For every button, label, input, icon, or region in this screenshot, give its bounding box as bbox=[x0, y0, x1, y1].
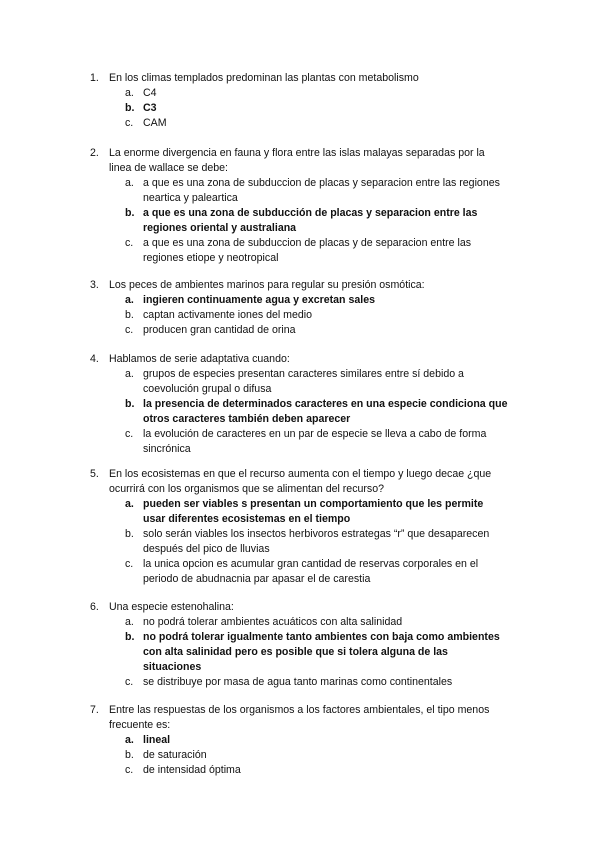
question-number: 1. bbox=[90, 72, 99, 84]
question-text: linea de wallace se debe: bbox=[109, 162, 228, 174]
question-text: Los peces de ambientes marinos para regular su presión osmótica: bbox=[109, 279, 425, 291]
option-text: grupos de especies presentan caracteres similares entre sí debido a bbox=[143, 368, 464, 380]
option-text: C4 bbox=[143, 87, 157, 99]
question-number: 4. bbox=[90, 353, 99, 365]
option-letter: c. bbox=[125, 237, 134, 249]
question-text: Hablamos de serie adaptativa cuando: bbox=[109, 353, 290, 365]
option-letter: b. bbox=[125, 528, 134, 540]
option-text: la evolución de caracteres en un par de especie se lleva a cabo de forma bbox=[143, 428, 487, 440]
option-letter: b. bbox=[125, 309, 134, 321]
option-text-correct: a que es una zona de subducción de placas y separacion entre las bbox=[143, 207, 478, 219]
option-text-correct: la presencia de determinados caracteres en una especie condiciona que bbox=[143, 398, 508, 410]
option-letter: a. bbox=[125, 294, 134, 306]
option-letter: c. bbox=[125, 117, 134, 129]
option-letter: c. bbox=[125, 324, 134, 336]
option-text: periodo de abudnacnia par apasar el de carestia bbox=[143, 573, 371, 585]
option-text: sincrónica bbox=[143, 443, 191, 455]
question-number: 3. bbox=[90, 279, 99, 291]
option-letter: a. bbox=[125, 734, 134, 746]
question-number: 7. bbox=[90, 704, 99, 716]
option-text: regiones etiope y neotropical bbox=[143, 252, 279, 264]
option-letter: b. bbox=[125, 749, 134, 761]
option-text-correct: lineal bbox=[143, 734, 171, 746]
option-text-correct: regiones oriental y australiana bbox=[143, 222, 297, 234]
option-text: CAM bbox=[143, 117, 167, 129]
option-text: a que es una zona de subduccion de placas y separacion entre las regiones bbox=[143, 177, 500, 189]
option-text: no podrá tolerar ambientes acuáticos con alta salinidad bbox=[143, 616, 403, 628]
option-text-correct: ingieren continuamente agua y excretan sales bbox=[143, 294, 375, 306]
option-text: de saturación bbox=[143, 749, 207, 761]
option-text: a que es una zona de subduccion de placas y de separacion entre las bbox=[143, 237, 472, 249]
option-letter: c. bbox=[125, 676, 134, 688]
question-number: 6. bbox=[90, 601, 99, 613]
option-text: producen gran cantidad de orina bbox=[143, 324, 296, 336]
option-letter: a. bbox=[125, 177, 134, 189]
option-letter: a. bbox=[125, 87, 134, 99]
option-text-correct: situaciones bbox=[143, 661, 202, 673]
option-text: captan activamente iones del medio bbox=[143, 309, 313, 321]
option-text: coevolución grupal o difusa bbox=[143, 383, 272, 395]
option-text: de intensidad óptima bbox=[143, 764, 241, 776]
option-text: neartica y paleartica bbox=[143, 192, 238, 204]
option-text-correct: con alta salinidad pero es posible que si tolera alguna de las bbox=[143, 646, 448, 658]
option-text-correct: C3 bbox=[143, 102, 157, 114]
question-text: Una especie estenohalina: bbox=[109, 601, 234, 613]
question-text: La enorme divergencia en fauna y flora entre las islas malayas separadas por la bbox=[109, 147, 485, 159]
question-text: Entre las respuestas de los organismos a los factores ambientales, el tipo menos bbox=[109, 704, 490, 716]
option-letter: a. bbox=[125, 368, 134, 380]
option-letter: b. bbox=[125, 398, 135, 410]
option-text-correct: otros caracteres también deben aparecer bbox=[143, 413, 351, 425]
option-letter: c. bbox=[125, 428, 134, 440]
question-text: En los ecosistemas en que el recurso aumenta con el tiempo y luego decae ¿que bbox=[109, 468, 492, 480]
option-text: solo serán viables los insectos herbivoros estrategas “r” que desaparecen bbox=[143, 528, 490, 540]
question-text: ocurrirá con los organismos que se alimentan del recurso? bbox=[109, 483, 384, 495]
question-text: frecuente es: bbox=[109, 719, 171, 731]
option-letter: c. bbox=[125, 558, 134, 570]
option-text-correct: usar diferentes ecosistemas en el tiempo bbox=[143, 513, 351, 525]
option-letter: b. bbox=[125, 207, 135, 219]
option-letter: b. bbox=[125, 102, 135, 114]
question-number: 5. bbox=[90, 468, 99, 480]
option-letter: b. bbox=[125, 631, 135, 643]
option-text: después del pico de lluvias bbox=[143, 543, 270, 555]
question-number: 2. bbox=[90, 147, 99, 159]
option-letter: a. bbox=[125, 498, 134, 510]
option-text-correct: no podrá tolerar igualmente tanto ambientes con baja como ambientes bbox=[143, 631, 500, 643]
option-letter: c. bbox=[125, 764, 134, 776]
question-text: En los climas templados predominan las plantas con metabolismo bbox=[109, 72, 419, 84]
option-text: la unica opcion es acumular gran cantidad de reservas corporales en el bbox=[143, 558, 479, 570]
option-text-correct: pueden ser viables s presentan un comportamiento que les permite bbox=[143, 498, 484, 510]
option-letter: a. bbox=[125, 616, 134, 628]
option-text: se distribuye por masa de agua tanto marinas como continentales bbox=[143, 676, 453, 688]
